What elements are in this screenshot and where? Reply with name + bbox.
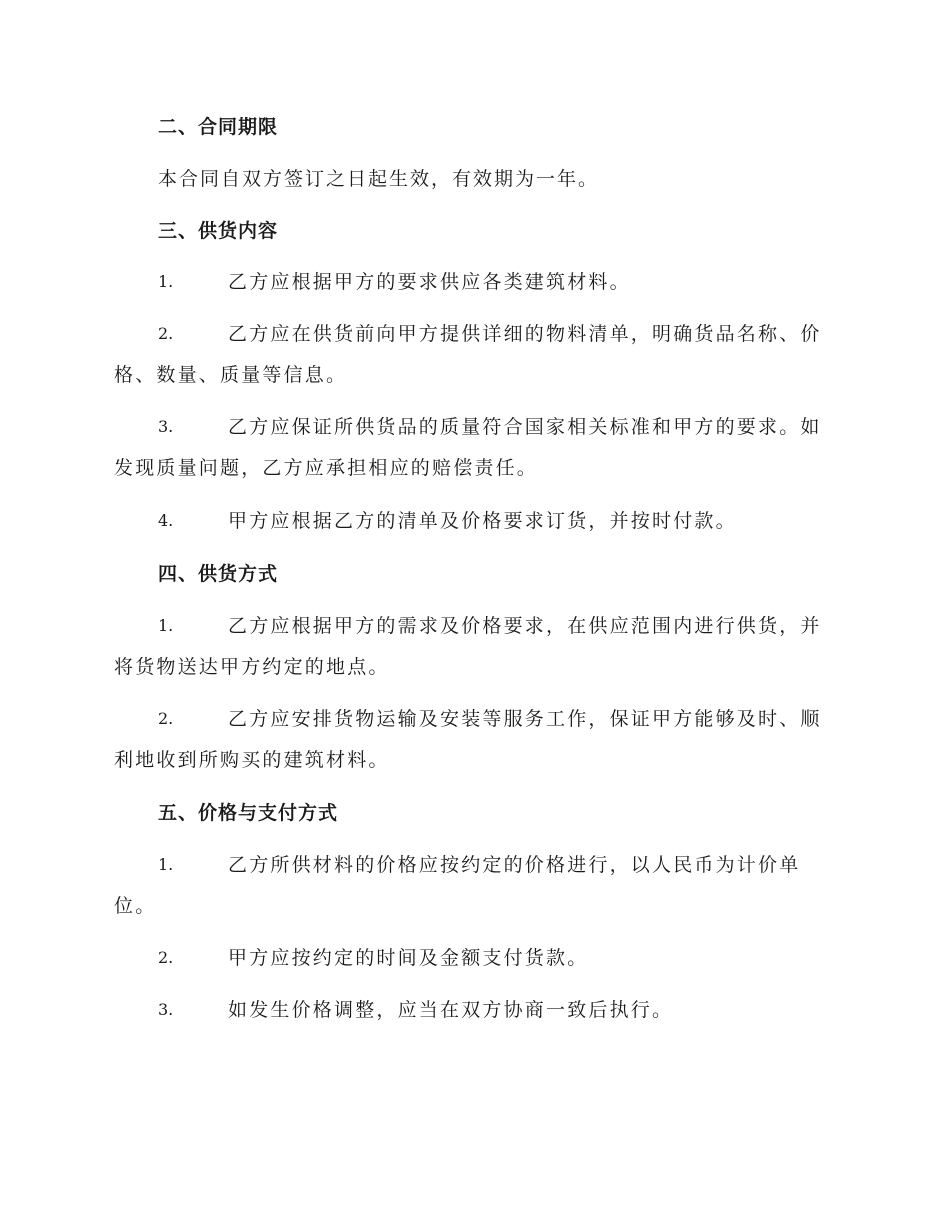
item-text: 乙方应根据甲方的需求及价格要求，在供应范围内进行供货，并	[228, 615, 822, 637]
item-text: 乙方所供材料的价格应按约定的价格进行，以人民币为计价单	[228, 854, 801, 876]
item-text: 如发生价格调整，应当在双方协商一致后执行。	[228, 999, 674, 1021]
item-text-continued: 位。	[114, 895, 157, 917]
list-item	[114, 269, 834, 295]
list-item	[114, 945, 834, 971]
list-item	[114, 852, 834, 919]
list-item	[114, 706, 834, 773]
term-paragraph: 本合同自双方签订之日起生效，有效期为一年。	[158, 168, 600, 190]
item-text-continued: 利地收到所购买的建筑材料。	[114, 749, 390, 771]
item-number: 2.	[158, 948, 174, 967]
section-heading-supply-content: 三、供货内容	[158, 220, 279, 242]
item-text-continued: 发现质量问题，乙方应承担相应的赔偿责任。	[114, 457, 539, 479]
list-item	[114, 997, 834, 1023]
list-item	[114, 321, 834, 388]
list-item	[114, 508, 834, 534]
item-number: 1.	[158, 272, 174, 291]
section-heading-price-payment: 五、价格与支付方式	[158, 802, 339, 824]
list-item	[114, 414, 834, 481]
item-text: 乙方应安排货物运输及安装等服务工作，保证甲方能够及时、顺	[228, 708, 822, 730]
item-number: 3.	[158, 1000, 174, 1019]
item-number: 4.	[158, 511, 174, 530]
section-heading-term: 二、合同期限	[158, 116, 279, 138]
section-heading-supply-method: 四、供货方式	[158, 563, 279, 585]
list-item	[114, 613, 834, 680]
item-text-continued: 将货物送达甲方约定的地点。	[114, 656, 390, 678]
item-number: 2.	[158, 324, 174, 343]
item-number: 1.	[158, 616, 174, 635]
item-text: 甲方应根据乙方的清单及价格要求订货，并按时付款。	[228, 510, 737, 532]
item-number: 3.	[158, 417, 174, 436]
item-number: 1.	[158, 855, 174, 874]
item-text: 乙方应保证所供货品的质量符合国家相关标准和甲方的要求。如	[228, 416, 822, 438]
item-number: 2.	[158, 709, 174, 728]
item-text: 甲方应按约定的时间及金额支付货款。	[228, 947, 589, 969]
item-text-continued: 格、数量、质量等信息。	[114, 364, 348, 386]
item-text: 乙方应根据甲方的要求供应各类建筑材料。	[228, 271, 631, 293]
item-text: 乙方应在供货前向甲方提供详细的物料清单，明确货品名称、价	[228, 323, 822, 345]
